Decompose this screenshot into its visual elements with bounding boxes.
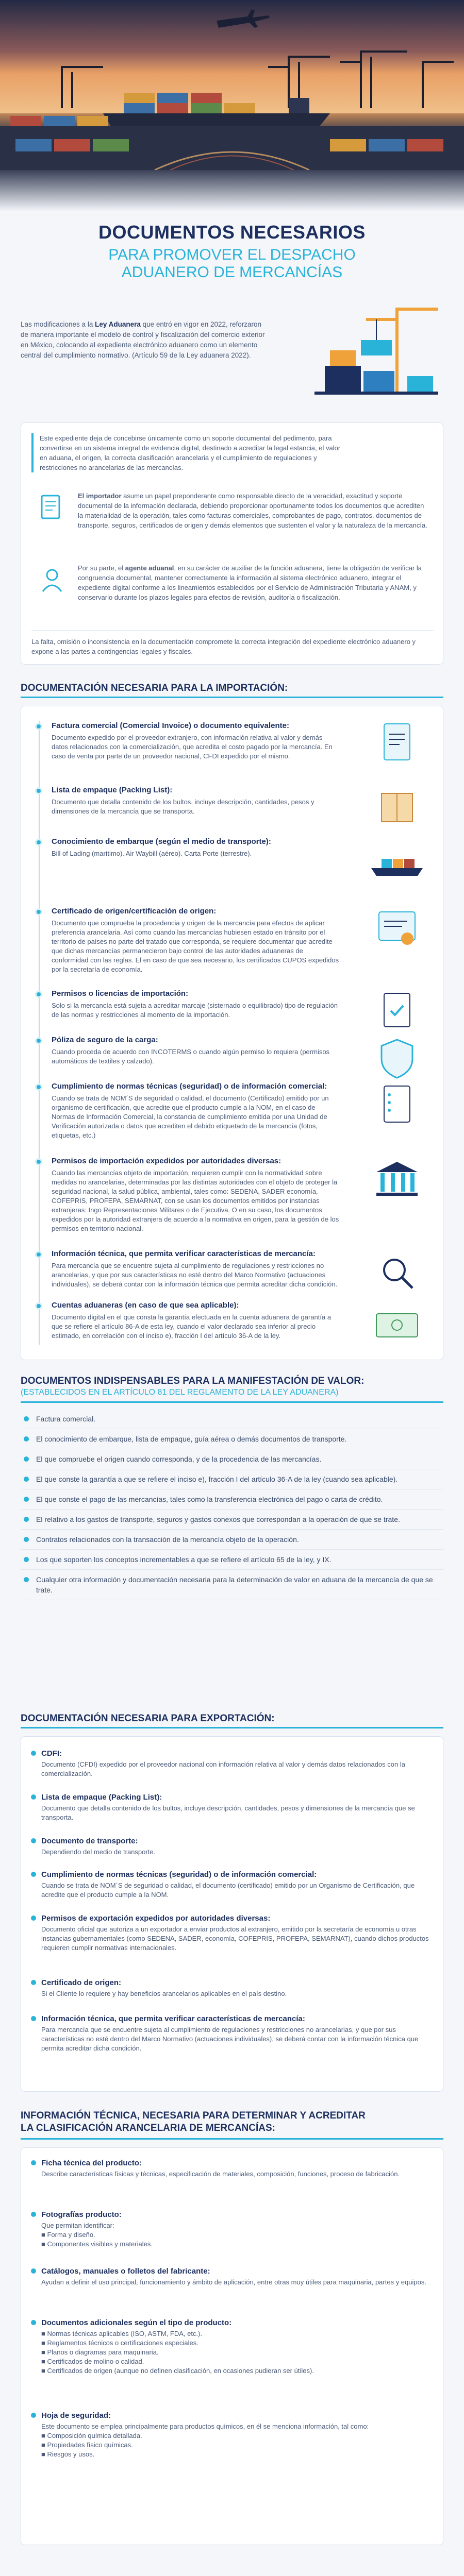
certificate-icon <box>366 907 428 953</box>
timeline-dot <box>35 787 42 794</box>
list-item <box>21 1489 443 1510</box>
expediente-p3 <box>78 563 428 602</box>
valor-list <box>21 1409 443 1600</box>
shield-icon <box>366 1036 428 1082</box>
bullet <box>24 1416 29 1421</box>
export-item-body: Cuando se trata de NOM´S de seguridad o calidad, el documento (certificado) emitido por un Organismo de Certificación, que acredite que el producto cumple a la NOM. <box>41 1882 415 1899</box>
intro-law: Ley Aduanera <box>95 320 141 328</box>
tecnica-item-title: Catálogos, manuales o folletos del fabricante: <box>41 2267 210 2276</box>
import-item-embarque <box>31 837 438 858</box>
bullet <box>31 1838 36 1843</box>
export-item <box>31 1914 438 1953</box>
valor-heading-line-2: (ESTABLECIDOS EN EL ARTÍCULO 81 DEL REGLAMENTO DE LA LEY ADUANERA) <box>21 1388 339 1397</box>
import-item-info-tecnica <box>31 1249 438 1289</box>
packing-list-icon <box>366 786 428 832</box>
bullet <box>31 2268 36 2274</box>
import-item-body: Documento que detalla contenido de los bultos, incluye descripción, cantidades, pesos y dimensiones de la mercancía que se transporta. <box>52 798 314 815</box>
tecnica-item <box>31 2318 438 2376</box>
bullet <box>24 1477 29 1482</box>
subtitle-line-1: PARA PROMOVER EL DESPACHO <box>108 246 356 263</box>
import-item-body: Documento digital en el que consta la garantía efectuada en la cuenta aduanera de garantía a que se refiere el artículo 86-A de esta ley, cuando el valor declarado sea inferior al precio estimado, en correlación con el inciso e), fracción I del artículo 36-A de la ley. <box>52 1313 332 1340</box>
bullet <box>31 1872 36 1877</box>
import-item-cuentas <box>31 1301 438 1341</box>
bullet <box>31 1751 36 1756</box>
expediente-card <box>21 422 443 665</box>
tecnica-item <box>31 2267 438 2287</box>
bullet <box>31 2016 36 2021</box>
export-item <box>31 1837 438 1857</box>
valor-heading <box>21 1376 443 1398</box>
list-item-text: Cualquier otra información y documentación necesaria para la determinación de valor en aduana de la mercancía de que se trate. <box>36 1575 433 1594</box>
list-item-text: Los que soporten los conceptos incrementables a que se refiere el artículo 65 de la ley, y IX. <box>36 1555 332 1564</box>
import-item-permisos <box>31 989 438 1020</box>
list-item-text: Contratos relacionados con la transacción de la mercancía objeto de la operación. <box>36 1535 299 1544</box>
import-item-title: Póliza de seguro de la carga: <box>52 1036 158 1044</box>
bullet <box>31 2413 36 2418</box>
list-item-text: El que compruebe el origen cuando corresponda, y de la procedencia de las mercancías. <box>36 1455 322 1463</box>
expediente-p2-text: asume un papel preponderante como responsable directo de la veracidad, exactitud y soporte documental de la información declarada, debiendo proporcionar oportunamente todos los documentos que acrediten la materialidad de la operación, tales como facturas comerciales, comprobantes de pago, contratos, documentos de transporte, seguros, certificados de origen y demás elementos que sustenten el valor y la naturaleza de la mercancía. <box>78 492 427 529</box>
list-item-text: El que conste la garantía a que se refiere el inciso e), fracción I del artículo 36-A de la ley (cuando sea aplicable). <box>36 1475 398 1483</box>
documents-icon <box>37 493 68 523</box>
timeline-dot <box>35 839 42 846</box>
ship-truck-plane-icon <box>366 837 428 884</box>
export-item-title: Documento de transporte: <box>41 1837 138 1845</box>
tecnica-item-body: Este documento se emplea principalmente para productos químicos, en él se menciona información, tal como: ■ Composición química detallada. ■ Propiedades físico químicas. ■ Riesgos y usos. <box>41 2422 369 2458</box>
timeline-dot <box>35 991 42 998</box>
import-item-title: Información técnica, que permita verificar características de mercancía: <box>52 1249 316 1258</box>
bullet <box>24 1537 29 1542</box>
exportacion-heading: DOCUMENTACIÓN NECESARIA PARA EXPORTACIÓN: <box>21 1713 275 1724</box>
import-item-body: Cuando proceda de acuerdo con INCOTERMS o cuando algún permiso lo requiera (permisos automáticos de textiles y calzado). <box>52 1048 330 1065</box>
bullet <box>31 2320 36 2325</box>
importacion-heading: DOCUMENTACIÓN NECESARIA PARA LA IMPORTACIÓN: <box>21 683 288 693</box>
export-item-body: Para mercancía que se encuentre sujeta al cumplimiento de regulaciones y restricciones no arancelarias, y que por sus características no esté dentro del Marco Normativo (actuaciones individuales), se deberá contar con la información técnica que permita acreditar dicha condición. <box>41 2026 419 2052</box>
import-item-factura <box>31 721 438 761</box>
tecnica-item-title: Hoja de seguridad: <box>41 2411 111 2420</box>
subtitle-line-2: ADUANERO DE MERCANCÍAS <box>121 264 343 281</box>
timeline-dot <box>35 1037 42 1044</box>
agente-label: agente aduanal <box>125 564 174 572</box>
tecnica-item <box>31 2159 438 2179</box>
list-item-text: El relativo a los gastos de transporte, seguros y gastos conexos que correspondan a la operación de que se trate. <box>36 1515 400 1523</box>
list-item <box>21 1449 443 1469</box>
bullet <box>31 1916 36 1921</box>
import-item-permisos-autoridades <box>31 1157 438 1233</box>
importador-label: El importador <box>78 492 122 500</box>
import-item-normas <box>31 1082 438 1140</box>
bullet <box>31 1980 36 1985</box>
export-item <box>31 2014 438 2053</box>
import-item-title: Certificado de origen/certificación de origen: <box>52 907 217 916</box>
bullet <box>31 1794 36 1800</box>
list-item-text: Factura comercial. <box>36 1415 96 1423</box>
valor-heading-line-1: DOCUMENTOS INDISPENSABLES PARA LA MANIFESTACIÓN DE VALOR: <box>21 1376 364 1386</box>
list-item <box>21 1409 443 1429</box>
tecnica-item-body: Que permitan identificar: ■ Forma y diseño. ■ Componentes visibles y materiales. <box>41 2222 153 2248</box>
government-building-icon <box>366 1157 428 1203</box>
tecnica-heading-line-2: LA CLASIFICACIÓN ARANCELARIA DE MERCANCÍAS: <box>21 2123 275 2133</box>
tecnica-item-body: Ayudan a definir el uso principal, funcionamiento y ámbito de aplicación, entre otras muy útiles para maquinaria, partes y equipos. <box>41 2278 426 2286</box>
expediente-p2 <box>78 491 428 530</box>
export-item <box>31 1793 438 1822</box>
bullet <box>24 1577 29 1582</box>
tecnica-item-title: Fotografías producto: <box>41 2210 122 2219</box>
bullet <box>31 2160 36 2165</box>
bullet <box>24 1517 29 1522</box>
expediente-p1: Este expediente deja de concebirse únicamente como un soporte documental del pedimento, para convertirse en un sistema integral de evidencia digital, destinado a acreditar la legal estancia, el valor en aduana, el origen, la correcta clasificación arancelaria y el cumplimiento de regulaciones y restricciones no arancelarias de las mercancías. <box>31 433 341 472</box>
import-item-seguro <box>31 1036 438 1066</box>
import-item-packing <box>31 786 438 816</box>
valor-rule <box>21 1401 443 1403</box>
export-item-title: Permisos de exportación expedidos por autoridades diversas: <box>41 1914 271 1923</box>
list-item <box>21 1530 443 1550</box>
tecnica-item-body: ■ Normas técnicas aplicables (ISO, ASTM, FDA, etc.). ■ Reglamentos técnicos o certificaciones especiales. ■ Planos o diagramas para maquinaria. ■ Certificados de molino o calidad. ■ Certificados de origen (aunque no definen clasificación, en ocasiones pudieran ser útiles). <box>41 2330 314 2375</box>
bullet <box>31 2212 36 2217</box>
export-item-title: Cumplimiento de normas técnicas (seguridad) o de información comercial: <box>41 1870 317 1879</box>
importacion-rule <box>21 697 443 698</box>
import-item-title: Factura comercial (Comercial Invoice) o documento equivalente: <box>52 721 289 730</box>
timeline-dot <box>35 723 42 730</box>
timeline-dot <box>35 1083 42 1091</box>
list-item <box>21 1510 443 1530</box>
export-item-body: Documento oficial que autoriza a un exportador a enviar productos al extranjero, emitido por la secretaría de economía u otras instancias gubernamentales (como SEDENA, SADER, economía, COFEPRIS, PROFEPA, SEMARNAT), cuando dichos productos requieren cumplir normativas internacionales. <box>41 1925 429 1952</box>
tecnica-item <box>31 2210 438 2249</box>
port-illustration <box>0 0 464 170</box>
import-item-body: Solo si la mercancía está sujeta a acreditar marcaje (sisternado o equilibrado) tipo de regulación de las normas y restricciones al momento de la importación. <box>52 1002 338 1019</box>
bullet <box>24 1456 29 1462</box>
import-item-origen <box>31 907 438 974</box>
magnifier-icon <box>366 1249 428 1296</box>
export-item <box>31 1749 438 1778</box>
import-item-body: Para mercancía que se encuentre sujeta al cumplimiento de regulaciones y restricciones no arancelarias, y que por sus características no esté dentro del Marco Normativo (actuaciones individuales), se deberá contar con la información técnica que permita acreditar dicha condición. <box>52 1262 338 1288</box>
import-item-body: Documento expedido por el proveedor extranjero, con información relativa al valor y demás datos relacionados con la comercialización, que acredita el costo pagado por la mercancía. En caso de venta por parte de un proveedor nacional, CFDI expedido por el mismo. <box>52 734 333 760</box>
list-item-text: El conocimiento de embarque, lista de empaque, guía aérea o demás documentos de transporte. <box>36 1435 347 1443</box>
intro-part2: que entró en vigor en 2022, reforzaron de manera importante el modelo de control y fiscalización del comercio exterior en México, colocando al expediente electrónico aduanero como un elemento central del cumplimiento normativo. (Artículo 59 de la Ley aduanera 2022). <box>21 320 265 359</box>
import-item-title: Lista de empaque (Packing List): <box>52 786 173 794</box>
bullet <box>24 1497 29 1502</box>
timeline-dot <box>35 1251 42 1258</box>
tecnica-heading <box>21 2110 443 2134</box>
page-subtitle <box>0 246 464 281</box>
list-item <box>21 1550 443 1570</box>
import-item-title: Cumplimiento de normas técnicas (seguridad) o de información comercial: <box>52 1082 327 1091</box>
tecnica-item-title: Documentos adicionales según el tipo de producto: <box>41 2318 232 2327</box>
expediente-p3-text: , en su carácter de auxiliar de la función aduanera, tiene la obligación de verificar la congruencia documental, mantener correctamente la información al sistema electrónico aduanero, integrar el expediente digital conforme a los lineamientos establecidos por el Servicio de Administración Tributaria y ANAM, y conservarlo durante los plazos legales para efectos de revisión, auditoría o fiscalización. <box>78 564 422 601</box>
bullet <box>24 1436 29 1442</box>
expediente-p3-a: Por su parte, el <box>78 564 125 572</box>
timeline-dot <box>35 1302 42 1310</box>
list-item <box>21 1469 443 1489</box>
tecnica-rule <box>21 2138 443 2140</box>
checklist-icon <box>366 1082 428 1128</box>
timeline-dot <box>35 1158 42 1165</box>
export-item-body: Documento (CFDI) expedido por el proveedor nacional con información relativa al valor y demás datos relacionados con la comercialización. <box>41 1760 405 1777</box>
hero-fade <box>0 170 464 211</box>
export-item-title: Información técnica, que permita verificar características de mercancía: <box>41 2014 305 2023</box>
import-item-title: Permisos o licencias de importación: <box>52 989 189 998</box>
intro-part1: Las modificaciones a la <box>21 320 95 328</box>
money-icon <box>366 1301 428 1347</box>
hero-image <box>0 0 464 170</box>
export-item-body: Documento que detalla contenido de los bultos, incluye descripción, cantidades, pesos y dimensiones de la mercancía que se transporta. <box>41 1804 415 1821</box>
export-item-body: Si el Cliente lo requiere y hay beneficios arancelarios aplicables en el país destino. <box>41 1990 287 1997</box>
list-item-text: El que conste el pago de las mercancías, tales como la transferencia electrónica del pago o carta de crédito. <box>36 1495 383 1503</box>
import-item-title: Conocimiento de embarque (según el medio de transporte): <box>52 837 271 846</box>
export-item <box>31 1978 438 1998</box>
import-item-body: Cuando las mercancías objeto de importación, requieren cumplir con la normatividad sobre medidas no arancelarias, determinadas por las distintas autoridades con el objeto de proteger la seguridad nacional, la salud pública, ambiental, tales como: SEDENA, SADER economía, COFEPRIS, PROFEPA, SEMARNAT, con se usan los documentos emitidos por instancias extranjeras: Ingo Representaciones Militares o de Ejecutiva. O en su caso, los documentos expedidos por la autoridad extranjera de acuerdo a la normativa en origen, para la gestión de los permisos en territorio nacional. <box>52 1169 339 1232</box>
page-title: DOCUMENTOS NECESARIOS <box>98 222 366 243</box>
export-item <box>31 1870 438 1900</box>
crane-container-illustration <box>309 289 443 407</box>
permit-icon <box>366 989 428 1036</box>
import-item-body: Bill of Lading (marítimo). Air Waybill (aéreo). Carta Porte (terrestre). <box>52 850 252 857</box>
expediente-p4: La falta, omisión o inconsistencia en la documentación compromete la correcta integración del expediente electrónico aduanero y expone a las partes a contingencias legales y fiscales. <box>31 630 434 656</box>
export-item-body: Dependiendo del medio de transporte. <box>41 1848 156 1856</box>
tecnica-heading-line-1: INFORMACIÓN TÉCNICA, NECESARIA PARA DETERMINAR Y ACREDITAR <box>21 2110 366 2121</box>
tecnica-item <box>31 2411 438 2459</box>
tecnica-item-body: Describe características físicas y técnicas, especificación de materiales, composición, funciones, proceso de fabricación. <box>41 2170 400 2178</box>
export-item-title: Lista de empaque (Packing List): <box>41 1793 162 1802</box>
agent-icon <box>37 565 68 596</box>
export-item-title: CDFI: <box>41 1749 62 1758</box>
invoice-icon <box>366 721 428 768</box>
import-item-title: Cuentas aduaneras (en caso de que sea aplicable): <box>52 1301 239 1310</box>
import-item-title: Permisos de importación expedidos por autoridades diversas: <box>52 1157 281 1165</box>
import-item-body: Documento que comprueba la procedencia y origen de la mercancía para efectos de aplicar preferencia arancelaria. Así como cuando las mercancías hubiesen estado en tránsito por el territorio de países no parte del tratado que corresponda, se requiere documentar que acredite que dichas mercancías permanecieron bajo control de las autoridades aduaneras de conformidad con las reglas. El en caso de que sea necesario, los certificados CUPOS expedidos por la secretaría de economía. <box>52 919 339 973</box>
intro-paragraph <box>21 319 268 361</box>
export-item-title: Certificado de origen: <box>41 1978 122 1987</box>
tecnica-item-title: Ficha técnica del producto: <box>41 2159 142 2167</box>
list-item <box>21 1429 443 1449</box>
list-item <box>21 1570 443 1600</box>
bullet <box>24 1557 29 1562</box>
timeline-dot <box>35 908 42 916</box>
exportacion-rule <box>21 1727 443 1728</box>
import-item-body: Cuando se trata de NOM´S de seguridad o calidad, el documento (Certificado) emitido por un organismo de certificación, que acredite que el producto cumple a la NOM, en el caso de Normas de Información Comercial, la constancia de cumplimiento emitida por una Unidad de Verificación autorizada o datos que acrediten el debido etiquetado de la mercancía (fotos, etiquetas, etc.) <box>52 1094 329 1139</box>
